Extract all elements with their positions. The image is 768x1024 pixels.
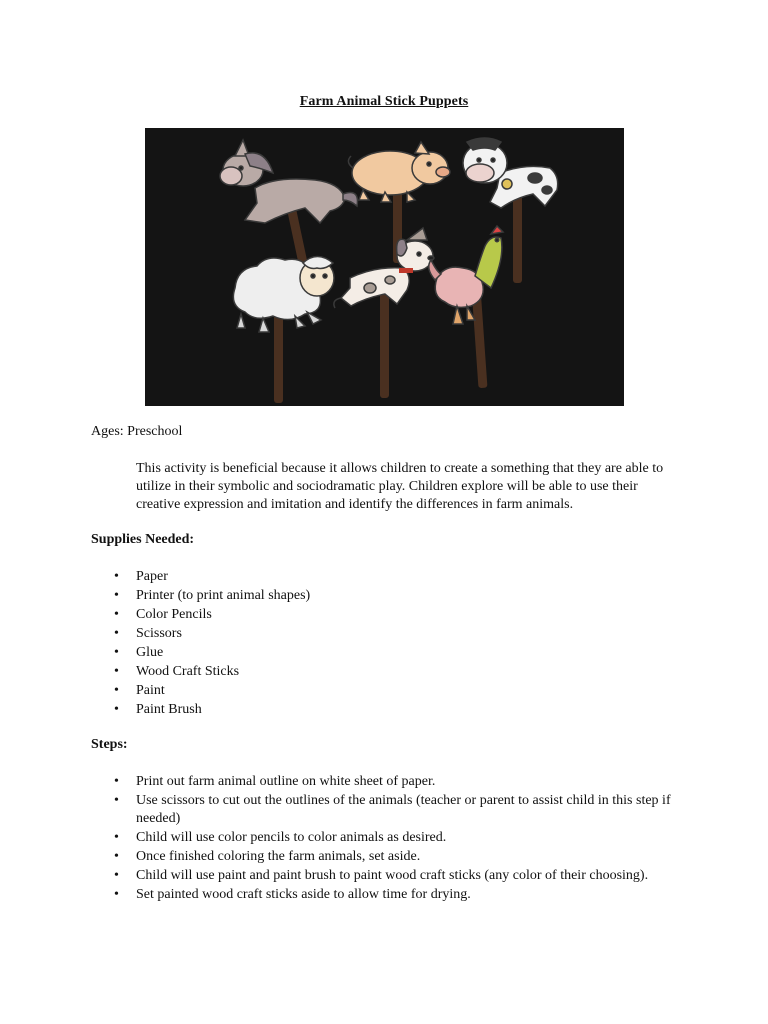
- list-item: • Printer (to print animal shapes): [91, 586, 691, 605]
- list-item: • Paint: [91, 681, 691, 700]
- pig-puppet: [348, 142, 450, 202]
- horse-puppet: [220, 140, 357, 223]
- list-item: • Wood Craft Sticks: [91, 662, 691, 681]
- list-item: • Scissors: [91, 624, 691, 643]
- chicken-puppet: [429, 226, 503, 324]
- supplies-list: [91, 567, 691, 719]
- list-item: • Print out farm animal outline on white sheet of paper.: [91, 773, 691, 791]
- list-item: • Child will use paint and paint brush to paint wood craft sticks (any color of their choosing).: [91, 867, 691, 885]
- list-item: • Color Pencils: [91, 605, 691, 624]
- intro-paragraph: This activity is beneficial because it allows children to create a something that they are able to utilize in their symbolic and sociodramatic play. Children explore will be able to use their creative expression and imitation and identify the differences in farm animals.: [136, 461, 664, 512]
- list-item: • Paint Brush: [91, 700, 691, 719]
- ages-line: Ages: Preschool: [91, 424, 183, 439]
- cow-puppet: [463, 138, 558, 208]
- sheep-puppet: [233, 257, 334, 333]
- supplies-heading: Supplies Needed:: [91, 532, 195, 547]
- list-item: • Child will use color pencils to color animals as desired.: [91, 829, 691, 847]
- puppets-photo: [145, 128, 624, 406]
- list-item: • Paper: [91, 567, 691, 586]
- puppets-illustration: [145, 128, 624, 406]
- steps-heading: Steps:: [91, 737, 128, 752]
- list-item: • Use scissors to cut out the outlines of the animals (teacher or parent to assist child in this step if needed): [91, 792, 691, 828]
- list-item: • Once finished coloring the farm animals, set aside.: [91, 848, 691, 866]
- list-item: • Set painted wood craft sticks aside to allow time for drying.: [91, 886, 691, 904]
- document-title: Farm Animal Stick Puppets: [299, 94, 469, 109]
- list-item: • Glue: [91, 643, 691, 662]
- steps-list: [91, 773, 691, 905]
